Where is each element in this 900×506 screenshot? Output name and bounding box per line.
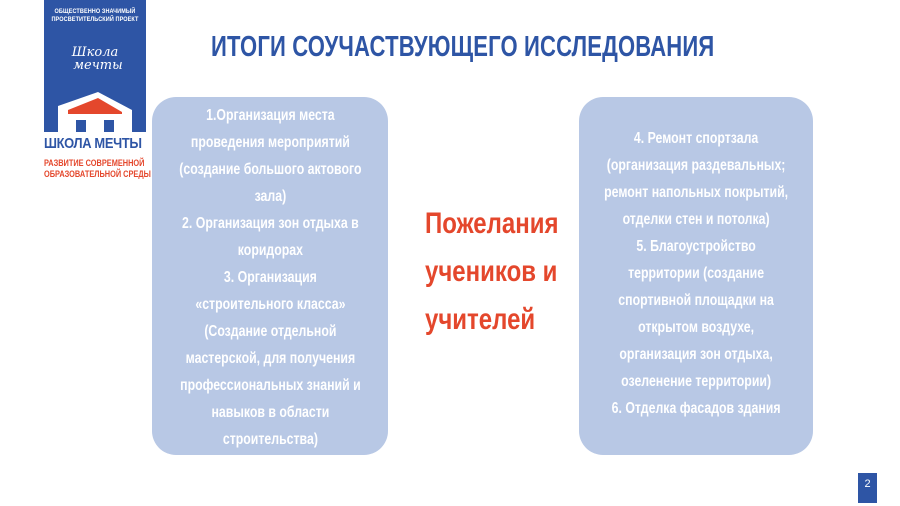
logo-caption: ОБЩЕСТВЕННО ЗНАЧИМЫЙ ПРОСВЕТИТЕЛЬСКИЙ ПРОЕКТ [51,9,139,23]
wish-line: территории (создание [627,265,764,282]
center-heading-line: учителей [425,303,536,336]
wish-line: зала) [254,188,286,205]
wishes-list-right [579,125,813,422]
wishes-list-left [152,102,388,453]
wish-line: организация зон отдыха, [619,346,773,363]
slide-title: ИТОГИ СОУЧАСТВУЮЩЕГО ИССЛЕДОВАНИЯ [211,31,715,63]
wish-line: профессиональных знаний и [179,377,361,394]
wish-line: ремонт напольных покрытий, [604,184,788,201]
wish-line: отделки стен и потолка) [622,211,770,228]
wish-line: (Создание отдельной [203,323,337,340]
wish-line: 3. Организация [223,269,317,286]
wishes-box-right [579,97,813,455]
center-heading [425,200,559,344]
wish-line: 5. Благоустройство [636,238,756,255]
house-icon [58,88,132,132]
wish-line: «строительного класса» [194,296,346,313]
page-number: 2 [858,473,877,503]
wish-line: (создание большого актового [178,161,362,178]
wish-line: мастерской, для получения [185,350,355,367]
wishes-box-left [152,97,388,455]
wish-line: открытом воздухе, [638,319,754,336]
wish-line: 1.Организация места [205,107,335,124]
wish-line: 6. Отделка фасадов здания [611,400,781,417]
wish-line: проведения мероприятий [190,134,350,151]
logo-script-text: Школа мечты [71,45,123,73]
wish-line: спортивной площадки на [618,292,774,309]
wish-line: 4. Ремонт спортзала [633,130,759,147]
wish-line: строительства) [222,431,318,448]
wish-line: озеленение территории) [621,373,771,390]
wish-line: навыков в области [211,404,329,421]
logo-subtitle: РАЗВИТИЕ СОВРЕМЕННОЙ ОБРАЗОВАТЕЛЬНОЙ СРЕДЫ [44,158,151,179]
wish-line: (организация раздевальных; [606,157,786,174]
logo-name: ШКОЛА МЕЧТЫ [44,135,142,152]
wish-line: коридорах [237,242,303,259]
center-heading-line: Пожелания [425,207,559,240]
wish-line: 2. Организация зон отдыха в [181,215,359,232]
center-heading-line: учеников и [425,255,558,288]
project-logo [44,0,146,132]
